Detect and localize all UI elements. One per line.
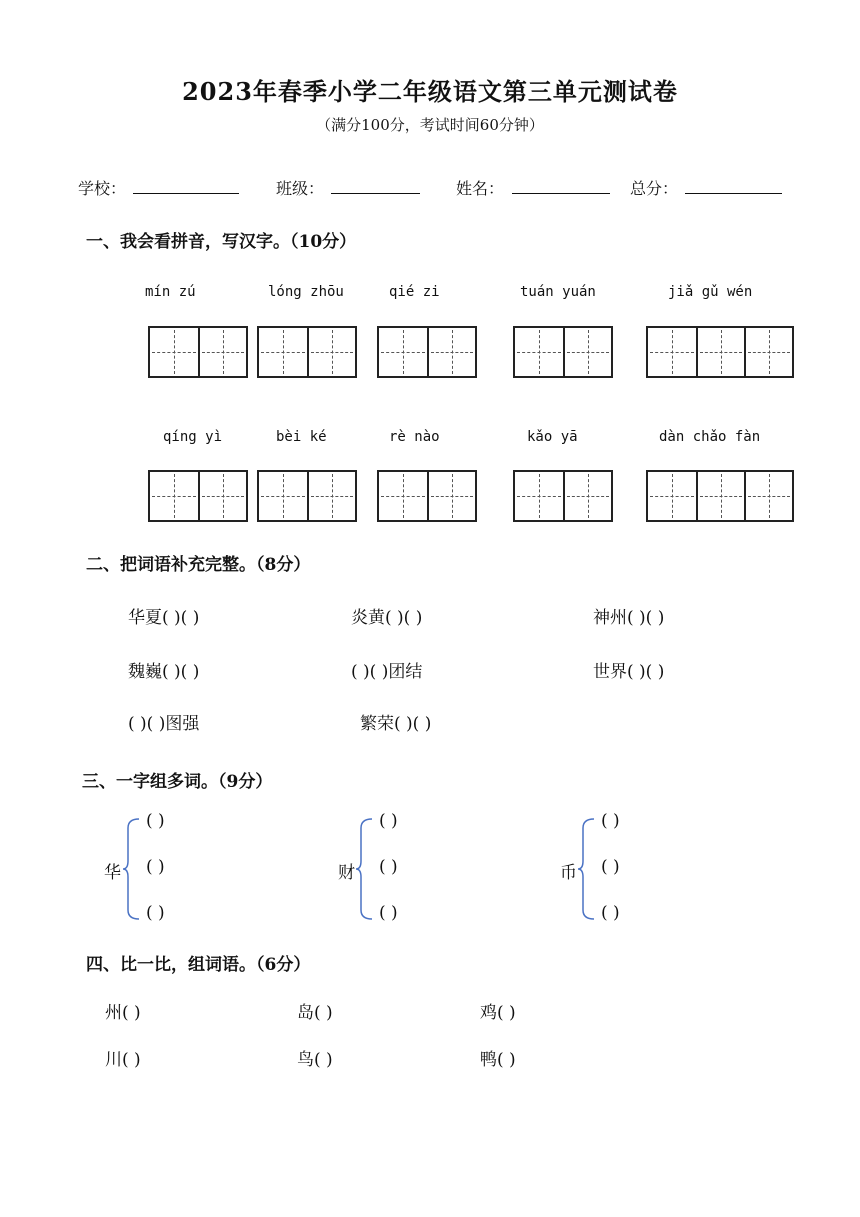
word-slot[interactable]: ( )	[601, 857, 620, 877]
class-field[interactable]	[331, 193, 420, 194]
pinyin-label: mín zú	[145, 284, 196, 300]
compare-word-slot[interactable]: 鸡( )	[480, 1003, 516, 1023]
compare-word-slot[interactable]: 川( )	[105, 1050, 141, 1070]
writing-grid[interactable]	[377, 326, 477, 378]
brace-icon	[356, 818, 374, 920]
fill-in-item[interactable]: ( )( )团结	[351, 662, 423, 682]
writing-grid[interactable]	[646, 470, 794, 522]
word-slot[interactable]: ( )	[379, 857, 398, 877]
class-label: 班级：	[276, 179, 325, 198]
fill-in-item[interactable]: ( )( )图强	[128, 714, 200, 734]
group-character: 财	[338, 863, 355, 883]
pinyin-label: dàn chǎo fàn	[659, 429, 761, 445]
writing-grid[interactable]	[377, 470, 477, 522]
fill-in-item[interactable]: 华夏( )( )	[128, 608, 200, 628]
fill-in-item[interactable]: 繁荣( )( )	[360, 714, 432, 734]
fill-in-item[interactable]: 炎黄( )( )	[351, 608, 423, 628]
pinyin-label: qié zi	[389, 284, 440, 300]
school-label: 学校：	[78, 179, 127, 198]
word-slot[interactable]: ( )	[146, 811, 165, 831]
page-title: 2023年春季小学二年级语文第三单元测试卷	[182, 77, 678, 106]
word-slot[interactable]: ( )	[146, 903, 165, 923]
section-2-title: 二、把词语补充完整。（8分）	[86, 555, 311, 575]
compare-word-slot[interactable]: 鸭( )	[480, 1050, 516, 1070]
section-1-title: 一、我会看拼音，写汉字。（10分）	[86, 232, 357, 252]
brace-icon	[578, 818, 596, 920]
section-3-title: 三、一字组多词。（9分）	[82, 772, 273, 792]
pinyin-label: tuán yuán	[520, 284, 596, 300]
word-slot[interactable]: ( )	[146, 857, 165, 877]
group-character: 币	[560, 863, 577, 883]
fill-in-item[interactable]: 魏巍( )( )	[128, 662, 200, 682]
name-field[interactable]	[512, 193, 610, 194]
fill-in-item[interactable]: 神州( )( )	[593, 608, 665, 628]
group-character: 华	[104, 863, 121, 883]
compare-word-slot[interactable]: 州( )	[105, 1003, 141, 1023]
pinyin-label: qíng yì	[163, 429, 223, 445]
school-field[interactable]	[133, 193, 239, 194]
pinyin-label: rè nào	[389, 429, 440, 445]
writing-grid[interactable]	[148, 470, 248, 522]
fill-in-item[interactable]: 世界( )( )	[593, 662, 665, 682]
writing-grid[interactable]	[257, 326, 357, 378]
writing-grid[interactable]	[513, 470, 613, 522]
word-slot[interactable]: ( )	[379, 811, 398, 831]
total-score-field[interactable]	[685, 193, 782, 194]
writing-grid[interactable]	[646, 326, 794, 378]
pinyin-label: kǎo yā	[527, 429, 578, 445]
compare-word-slot[interactable]: 鸟( )	[297, 1050, 333, 1070]
pinyin-label: bèi ké	[276, 429, 327, 445]
writing-grid[interactable]	[513, 326, 613, 378]
total-score-label: 总分：	[630, 179, 679, 198]
pinyin-label: lóng zhōu	[268, 284, 344, 300]
compare-word-slot[interactable]: 岛( )	[297, 1003, 333, 1023]
word-slot[interactable]: ( )	[601, 903, 620, 923]
writing-grid[interactable]	[148, 326, 248, 378]
page-subtitle: （满分100分，考试时间60分钟）	[316, 116, 544, 134]
brace-icon	[123, 818, 141, 920]
word-slot[interactable]: ( )	[379, 903, 398, 923]
word-slot[interactable]: ( )	[601, 811, 620, 831]
pinyin-label: jiǎ gǔ wén	[668, 284, 753, 300]
section-4-title: 四、比一比，组词语。（6分）	[86, 955, 311, 975]
writing-grid[interactable]	[257, 470, 357, 522]
name-label: 姓名：	[456, 179, 505, 198]
